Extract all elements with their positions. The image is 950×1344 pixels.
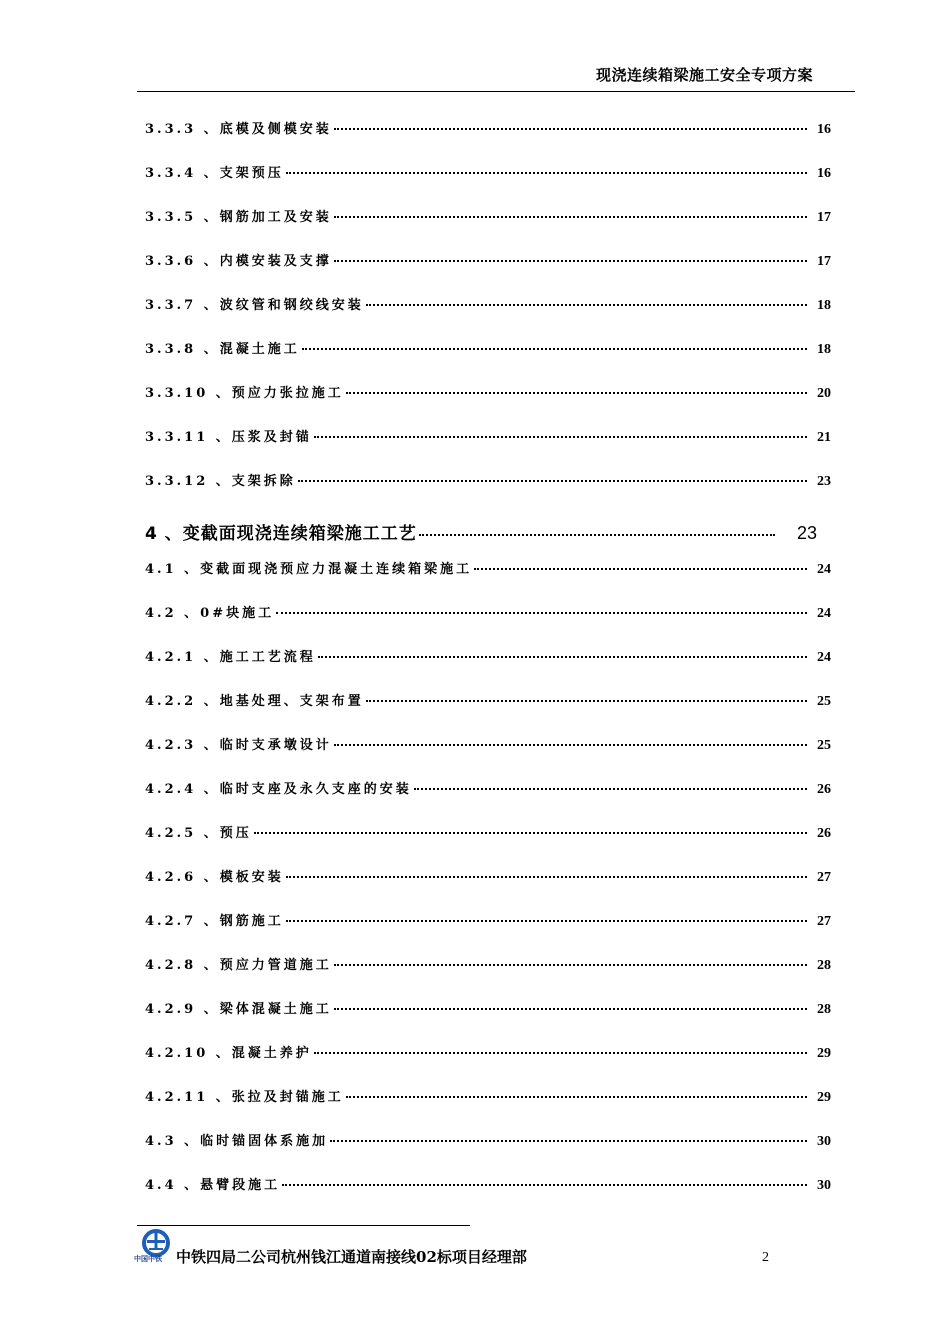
toc-entry[interactable] xyxy=(145,822,831,844)
toc-entry[interactable] xyxy=(145,1086,831,1108)
toc-entry-page: 18 xyxy=(817,342,831,357)
toc-entry-label: 4.2.6 、模板安装 xyxy=(145,870,284,885)
toc-entry-label: 4.2.9 、梁体混凝土施工 xyxy=(145,1002,332,1017)
toc-entry-label: 3.3.3 、底模及侧模安装 xyxy=(145,122,332,137)
toc-entry-label: 4.1 、变截面现浇预应力混凝土连续箱梁施工 xyxy=(145,562,473,577)
toc-entry-page: 28 xyxy=(817,958,831,973)
toc-entry-label: 4.2.8 、预应力管道施工 xyxy=(145,958,332,973)
header-rule xyxy=(137,91,855,92)
toc-leader-dots xyxy=(286,920,807,922)
toc-leader-dots xyxy=(346,392,807,394)
toc-entry-label: 4.2.1 、施工工艺流程 xyxy=(145,650,316,665)
toc-entry[interactable] xyxy=(145,1130,831,1152)
toc-entry-label: 3.3.8 、混凝土施工 xyxy=(145,342,300,357)
toc-entry-label: 4.3 、临时锚固体系施加 xyxy=(145,1134,329,1149)
toc-entry-page: 21 xyxy=(817,430,831,445)
toc-entry-page: 16 xyxy=(817,166,831,181)
toc-entry-label: 4.4 、悬臂段施工 xyxy=(145,1178,281,1193)
toc-entry-page: 17 xyxy=(817,254,831,269)
footer-rule xyxy=(137,1225,470,1226)
toc-leader-dots xyxy=(366,700,807,702)
toc-leader-dots xyxy=(334,128,807,130)
toc-entry[interactable] xyxy=(145,558,831,580)
toc-entry-label: 4.2.2 、地基处理、支架布置 xyxy=(145,694,364,709)
toc-entry[interactable] xyxy=(145,734,831,756)
toc-entry[interactable] xyxy=(145,1042,831,1064)
toc-leader-dots xyxy=(314,436,807,438)
toc-entry[interactable] xyxy=(145,602,831,624)
toc-entry-page: 18 xyxy=(817,298,831,313)
toc-entry-label: 3.3.6 、内模安装及支撑 xyxy=(145,254,332,269)
page-number: 2 xyxy=(762,1250,769,1265)
toc-entry-page: 23 xyxy=(817,474,831,489)
toc-entry-label: 4.2.4 、临时支座及永久支座的安装 xyxy=(145,782,412,797)
toc-entry[interactable] xyxy=(145,470,831,492)
toc-leader-dots xyxy=(282,1184,807,1186)
toc-leader-dots xyxy=(330,1140,807,1142)
toc-entry-page: 26 xyxy=(817,782,831,797)
toc-entry-label: 3.3.5 、钢筋加工及安装 xyxy=(145,210,332,225)
toc-entry[interactable] xyxy=(145,998,831,1020)
toc-leader-dots xyxy=(314,1052,807,1054)
toc-entry[interactable] xyxy=(145,690,831,712)
toc-chapter-entry[interactable] xyxy=(145,519,817,547)
toc-entry[interactable] xyxy=(145,778,831,800)
toc-entry-page: 20 xyxy=(817,386,831,401)
toc-entry-label: 3.3.7 、波纹管和钢绞线安装 xyxy=(145,298,364,313)
toc-entry[interactable] xyxy=(145,338,831,360)
toc-entry-page: 28 xyxy=(817,1002,831,1017)
toc-entry-page: 17 xyxy=(817,210,831,225)
toc-entry-label: 3.3.11 、压浆及封锚 xyxy=(145,430,312,445)
toc-entry[interactable] xyxy=(145,646,831,668)
toc-entry-page: 29 xyxy=(817,1046,831,1061)
toc-leader-dots xyxy=(302,348,807,350)
toc-leader-dots xyxy=(419,534,775,536)
toc-leader-dots xyxy=(366,304,807,306)
toc-entry[interactable] xyxy=(145,866,831,888)
toc-leader-dots xyxy=(318,656,807,658)
toc-entry-page: 23 xyxy=(796,523,817,543)
toc-leader-dots xyxy=(298,480,807,482)
toc-leader-dots xyxy=(334,216,807,218)
toc-entry[interactable] xyxy=(145,426,831,448)
toc-entry[interactable] xyxy=(145,910,831,932)
toc-entry-page: 25 xyxy=(817,694,831,709)
toc-leader-dots xyxy=(254,832,807,834)
toc-entry-label: 4.2.7 、钢筋施工 xyxy=(145,914,284,929)
toc-entry-page: 24 xyxy=(817,562,831,577)
toc-entry-label: 3.3.12 、支架拆除 xyxy=(145,474,296,489)
toc-entry-page: 27 xyxy=(817,870,831,885)
toc-entry-label: 4.2.3 、临时支承墩设计 xyxy=(145,738,332,753)
toc-entry-label: 4 、变截面现浇连续箱梁施工工艺 xyxy=(145,524,417,544)
toc-leader-dots xyxy=(334,1008,807,1010)
toc-entry[interactable] xyxy=(145,162,831,184)
toc-entry-page: 29 xyxy=(817,1090,831,1105)
toc-leader-dots xyxy=(334,744,807,746)
toc-leader-dots xyxy=(414,788,807,790)
toc-entry[interactable] xyxy=(145,118,831,140)
toc-entry-label: 4.2.10 、混凝土养护 xyxy=(145,1046,312,1061)
toc-leader-dots xyxy=(474,568,807,570)
toc-leader-dots xyxy=(346,1096,807,1098)
toc-entry[interactable] xyxy=(145,294,831,316)
toc-entry-page: 27 xyxy=(817,914,831,929)
toc-entry-page: 30 xyxy=(817,1178,831,1193)
toc-leader-dots xyxy=(276,612,807,614)
toc-entry-page: 25 xyxy=(817,738,831,753)
toc-entry-label: 3.3.4 、支架预压 xyxy=(145,166,284,181)
toc-entry-page: 24 xyxy=(817,650,831,665)
footer-organization: 中铁四局二公司杭州钱江通道南接线02标项目经理部 xyxy=(176,1248,527,1266)
toc-leader-dots xyxy=(286,876,807,878)
toc-entry-label: 4.2.11 、张拉及封锚施工 xyxy=(145,1090,344,1105)
toc-entry-label: 3.3.10 、预应力张拉施工 xyxy=(145,386,344,401)
toc-entry[interactable] xyxy=(145,1174,831,1196)
page-header-title: 现浇连续箱梁施工安全专项方案 xyxy=(595,66,813,84)
toc-entry-page: 30 xyxy=(817,1134,831,1149)
toc-leader-dots xyxy=(334,964,807,966)
toc-entry-page: 26 xyxy=(817,826,831,841)
toc-entry-label: 4.2 、0#块施工 xyxy=(145,606,275,621)
toc-entry-page: 24 xyxy=(817,606,831,621)
toc-entry[interactable] xyxy=(145,954,831,976)
toc-leader-dots xyxy=(286,172,807,174)
toc-leader-dots xyxy=(334,260,807,262)
toc-entry[interactable] xyxy=(145,206,831,228)
toc-entry[interactable] xyxy=(145,250,831,272)
toc-entry[interactable] xyxy=(145,382,831,404)
logo-caption: 中国中铁 xyxy=(134,1255,162,1263)
toc-entry-page: 16 xyxy=(817,122,831,137)
toc-entry-label: 4.2.5 、预压 xyxy=(145,826,252,841)
